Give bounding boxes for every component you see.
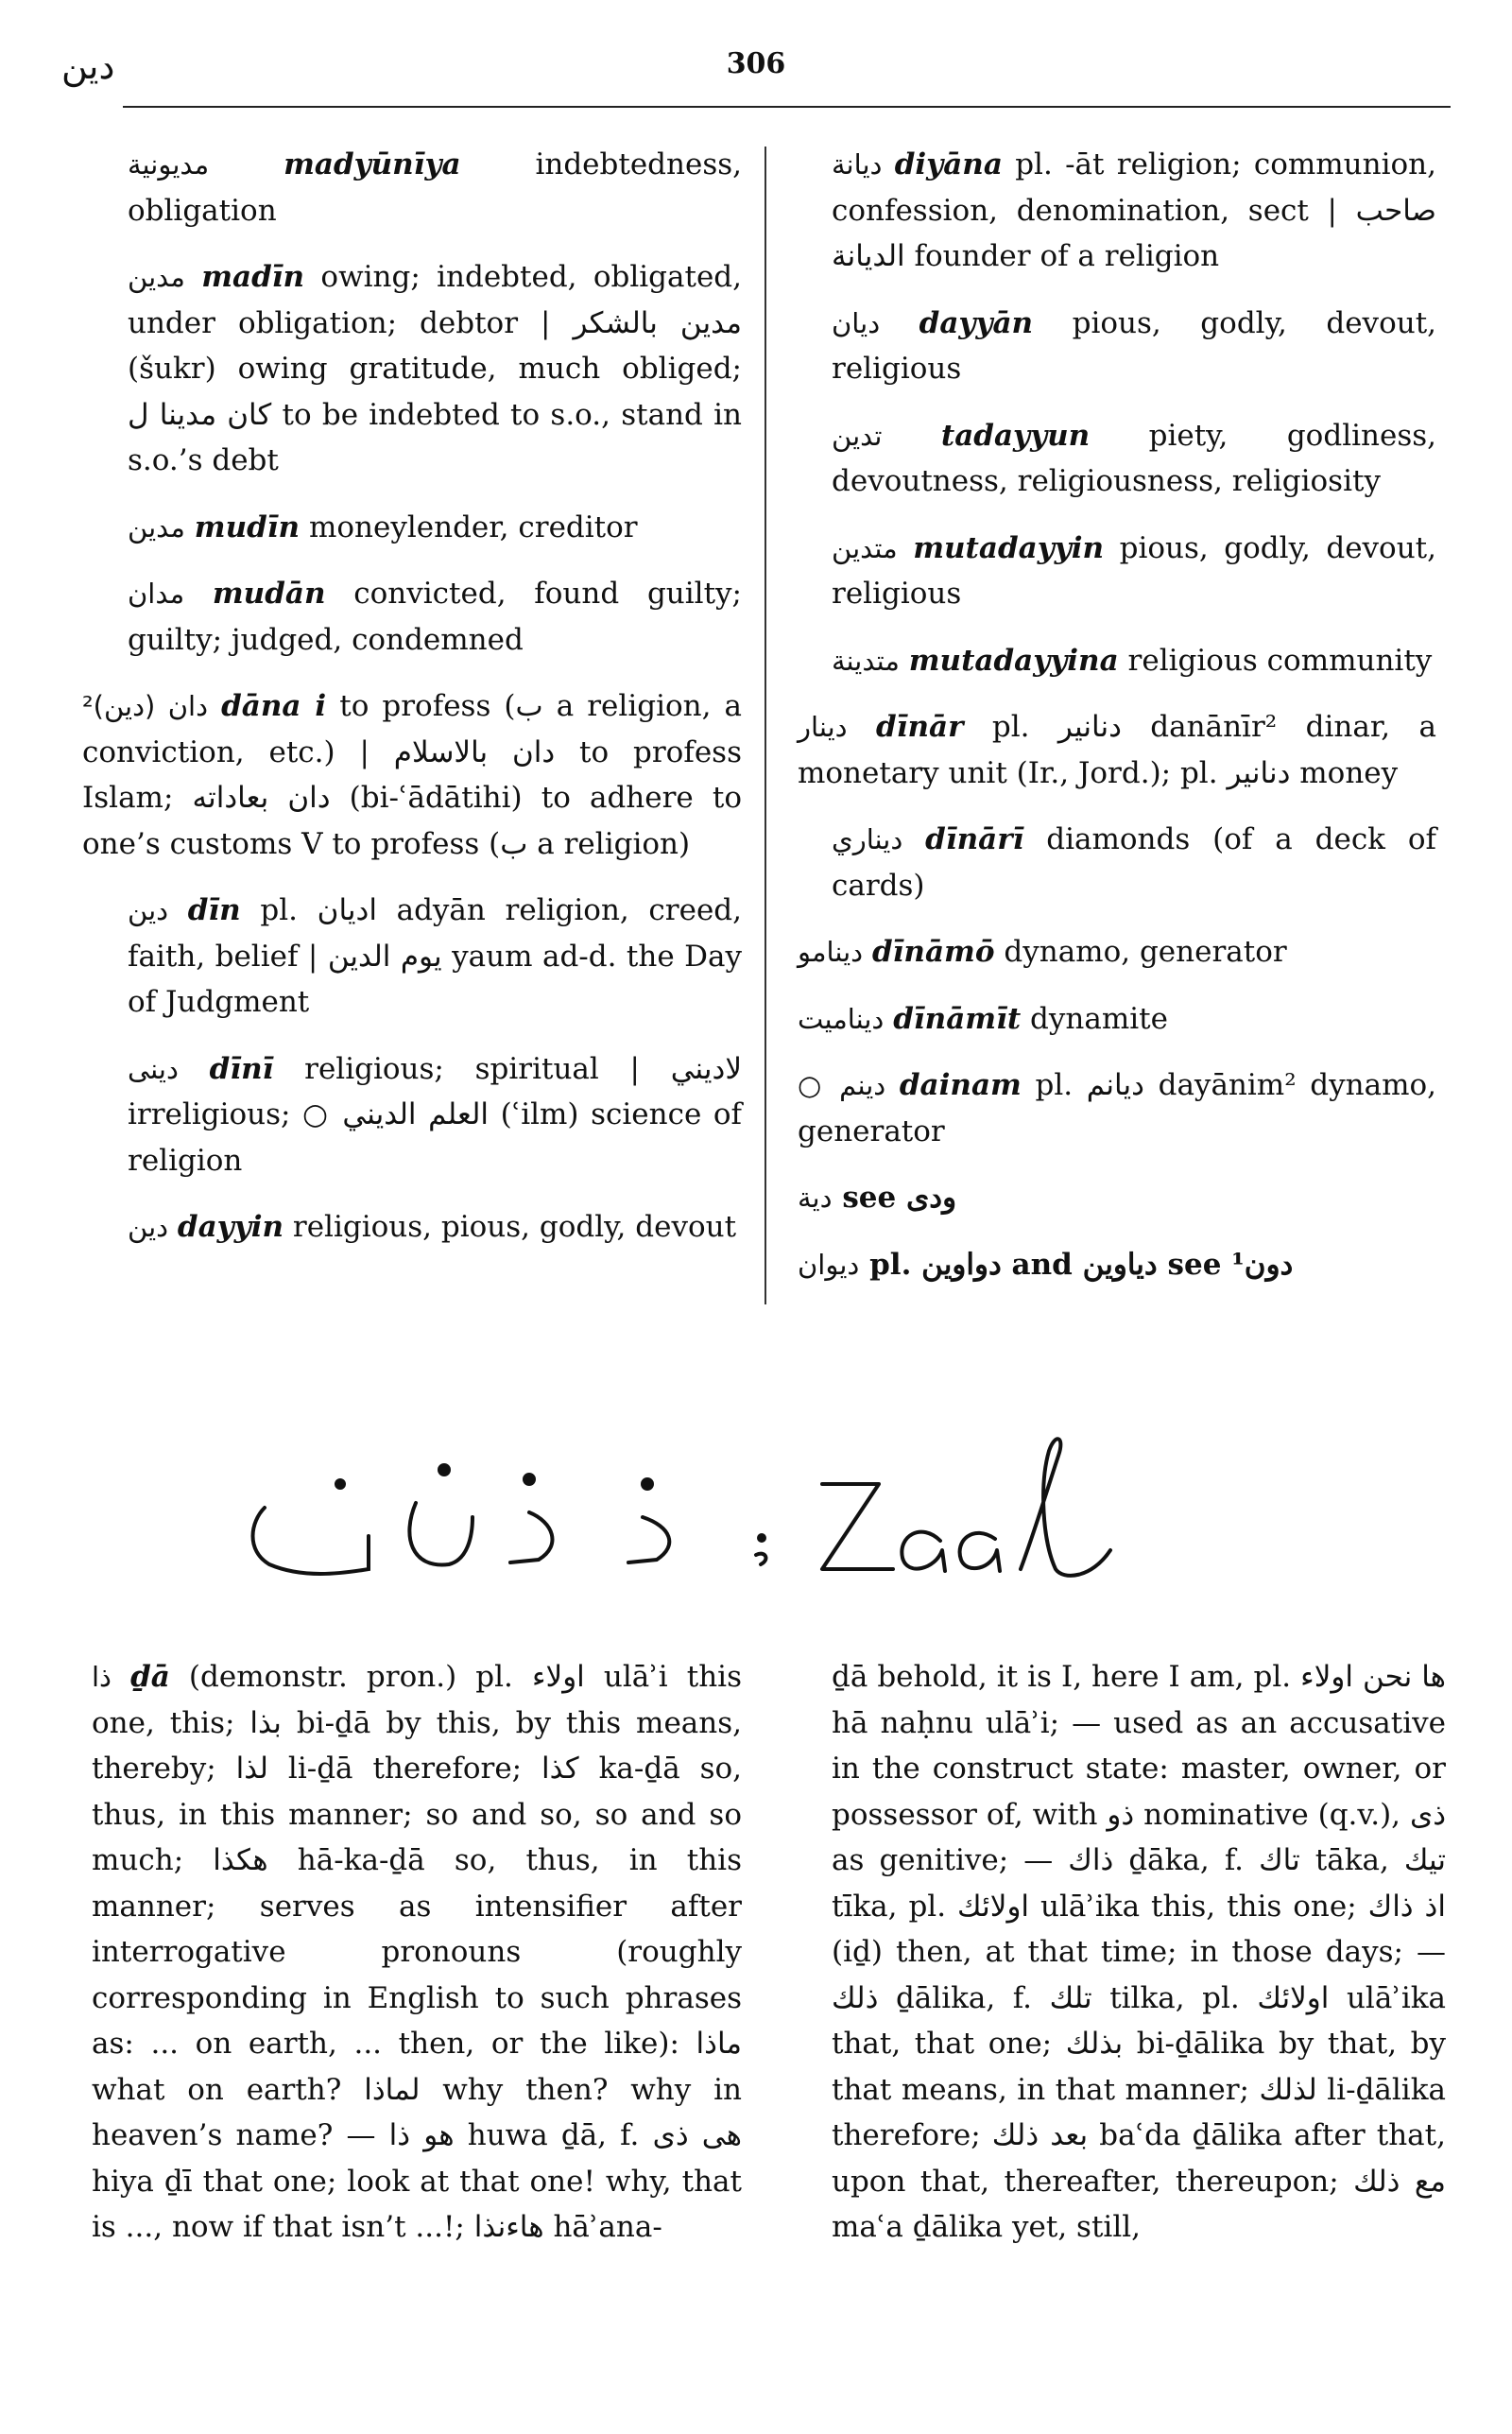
entry-definition: indebtedness, obligation: [128, 147, 742, 228]
entry-transliteration: mutadayyina: [908, 643, 1119, 678]
entry-definition: religious community: [1118, 643, 1433, 678]
entry-arabic: ○ دينم: [798, 1069, 886, 1101]
entry-din: [128, 888, 742, 1026]
entry-arabic: ديناري: [832, 823, 903, 855]
entry-arabic: ديانة: [832, 148, 883, 181]
entry-definition: piety, godliness, devoutness, religiousness, religiosity: [832, 418, 1437, 498]
entry-arabic: ديوان: [798, 1248, 860, 1281]
entry-transliteration: dayyān: [919, 305, 1034, 340]
entry-arabic: دين: [128, 894, 169, 926]
entry-transliteration: mudīn: [194, 509, 301, 544]
entry-mutadayyin: [832, 526, 1436, 617]
entry-dinamit: [798, 996, 1436, 1043]
entry-definition: pious, godly, devout, religious: [832, 305, 1437, 386]
entry-transliteration: mudān: [212, 577, 326, 611]
entry-definition: (demonstr. pron.) pl. اولاء ulāʾi this one, this; بذا bi-ḏā by this, by this means, thereby; لذا li-ḏā therefore; كذا ka-ḏā so, thus, in this manner; so and so, so and so much; هكذا hā-ka-ḏā so, thus, in this manner; serves as intensifier after interrogative pronouns (roughly corresponding in English to such phrases as: ... on earth, ... then, or the like): ماذا what on earth? لماذا why then? why in heaven’s name? — هو ذا huwa ḏā, f. هى ذى hiya ḏī that one; look at that one! why, that is ..., now if that isn’t ...!; هاءنذا hāʾana-: [92, 1660, 743, 2244]
bottom-right-column: [832, 1654, 1446, 2271]
entry-definition: dynamo, generator: [994, 935, 1287, 969]
entry-definition: religious, pious, godly, devout: [284, 1210, 737, 1244]
entry-diwan: [798, 1242, 1436, 1288]
entry-definition: to profess (ب a religion, a conviction, etc.) | دان بالاسلام to profess Islam; دان بعاداته (bi-ʿādātihi) to adhere to one’s customs V to profess (ب a religion): [82, 689, 743, 861]
entry-dinari: [832, 817, 1436, 908]
entry-transliteration: madyūnīya: [284, 147, 461, 181]
top-right-column: [798, 142, 1437, 1308]
entry-tadayyun: [832, 413, 1436, 505]
header-rule: [123, 106, 1451, 108]
running-head: دين: [61, 45, 115, 87]
entry-definition: diamonds (of a deck of cards): [832, 822, 1436, 903]
entry-mutadayyina: [832, 638, 1436, 684]
entry-madyuniya: [128, 142, 742, 233]
entry-transliteration: dīnī: [209, 1051, 274, 1086]
entry-definition: pl. ديانم dayānim² dynamo, generator: [798, 1068, 1437, 1148]
handwritten-zaal: [808, 1418, 1120, 1607]
entry-arabic: متدينة: [832, 644, 900, 677]
entry-transliteration: dīnārī: [925, 822, 1024, 856]
entry-definition: religious; spiritual | لاديني irreligious; ○ العلم الديني (ʿilm) science of religion: [128, 1051, 742, 1178]
entry-definition: dynamite: [1021, 1001, 1168, 1036]
entry-arabic: ذا: [92, 1661, 112, 1693]
entry-arabic: دينامو: [798, 936, 864, 968]
column-divider: [765, 147, 766, 1304]
entry-definition: pl. دواوين and دياوين see ¹دون: [859, 1247, 1294, 1282]
entry-dainam: [798, 1062, 1436, 1154]
entry-definition: ḏā behold, it is I, here I am, pl. ها نحن اولاء hā naḥnu ulāʾi; — used as an accusative in the construct state: master, owner, or possessor of, with ذو nominative (q.v.), ذى as genitive; — ذاك ḏāka, f. تاك tāka, تيك tīka, pl. اولائك ulāʾika this, this one; اذ ذاك (iḏ) then, at that time; in those days; — ذلك ḏālika, f. تلك tilka, pl. اولائك ulāʾika that, that one; بذلك bi-ḏālika by that, by that means, in that manner; لذلك li-ḏālika therefore; بعد ذلك baʿda ḏālika after that, upon that, thereafter, thereupon; مع ذلك maʿa ḏālika yet, still,: [832, 1660, 1447, 2244]
entry-arabic: دية: [798, 1182, 833, 1214]
entry-definition: owing; indebted, obligated, under obligation; debtor | مدين بالشكر (šukr) owing gratitude, much obliged; كان مدينا ل to be indebted to s.o., stand in s.o.’s debt: [128, 260, 742, 477]
entry-definition: see ودى: [832, 1181, 957, 1215]
entry-dha: [92, 1654, 742, 2251]
entry-definition: moneylender, creditor: [300, 509, 638, 544]
entry-arabic: دينار: [798, 711, 848, 743]
entry-definition: convicted, found guilty; guilty; judged, condemned: [128, 577, 742, 657]
entry-transliteration: dīnāmō: [871, 935, 995, 969]
entry-transliteration: dīnār: [876, 710, 964, 744]
entry-dha-continued: [832, 1654, 1446, 2251]
entry-transliteration: dayyin: [177, 1210, 284, 1244]
entry-dini: [128, 1046, 742, 1184]
bottom-left-column: [92, 1654, 743, 2271]
page-number: 306: [726, 47, 786, 80]
entry-arabic: مدين: [128, 261, 185, 293]
entry-arabic: مدين: [128, 510, 185, 544]
entry-arabic: دينى: [128, 1052, 179, 1085]
entry-definition: pl. دنانير danānīr² dinar, a monetary unit (Ir., Jord.); pl. دنانير money: [798, 710, 1437, 790]
entry-definition: pl. -āt religion; communion, confession, denomination, sect | صاحب الديانة founder of a religion: [832, 147, 1436, 273]
entry-arabic: ديان: [832, 306, 881, 339]
entry-dinamo: [798, 929, 1436, 975]
entry-transliteration: mutadayyin: [913, 530, 1105, 565]
entry-madin: [128, 254, 742, 484]
top-left-column: [82, 142, 743, 1271]
entry-arabic: دين: [128, 1211, 169, 1243]
entry-dinar: [798, 704, 1436, 796]
entry-transliteration: dīn: [187, 893, 241, 927]
entry-definition: pious, godly, devout, religious: [832, 530, 1436, 611]
entry-transliteration: dīnāmīt: [893, 1001, 1022, 1036]
entry-arabic: ديناميت: [798, 1002, 885, 1035]
entry-arabic: تدين: [832, 419, 883, 452]
entry-arabic: مدان: [128, 578, 185, 610]
entry-arabic: ²(دين) دان: [82, 690, 209, 722]
entry-mudan: [128, 571, 742, 663]
entry-transliteration: tadayyun: [940, 418, 1091, 453]
entry-transliteration: ḏā: [130, 1660, 170, 1694]
entry-dana: [82, 683, 742, 867]
entry-dayyan: [832, 301, 1436, 392]
entry-transliteration: diyāna: [894, 147, 1003, 181]
entry-definition: pl. اديان adyān religion, creed, faith, belief | يوم الدين yaum ad-d. the Day of Judgment: [128, 893, 743, 1019]
entry-transliteration: madīn: [201, 260, 305, 294]
entry-transliteration: dāna i: [221, 689, 327, 723]
entry-transliteration: dainam: [899, 1068, 1022, 1102]
entry-diyana: [832, 142, 1436, 280]
entry-diya: [798, 1175, 1436, 1221]
entry-arabic: مديونية: [128, 148, 210, 181]
entry-arabic: متدين: [832, 531, 898, 564]
entry-mudin: [128, 505, 742, 551]
entry-dayyin: [128, 1204, 742, 1251]
